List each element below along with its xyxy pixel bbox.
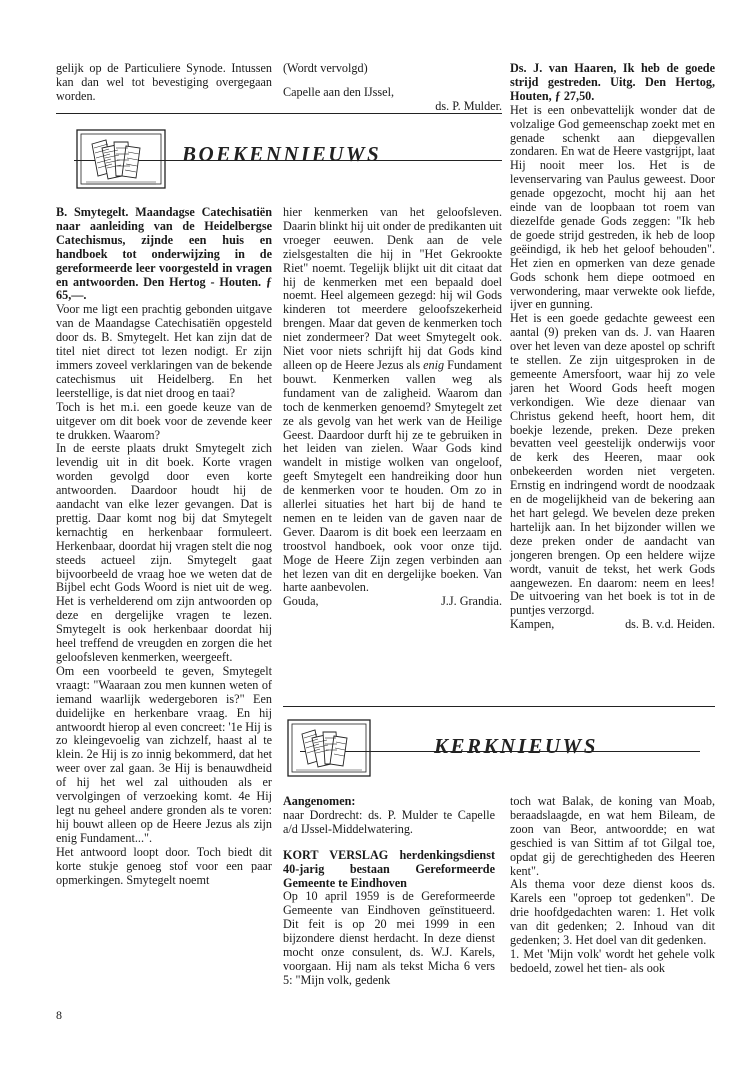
paragraph: Voor me ligt een prachtig gebonden uitgave van de Maandagse Catechisatiën opgesteld door ds. B. Smytegelt. Het kan zijn dat de titel niet direct tot lezen nodigt. Er zijn immers zoveel verklaringen van de bekende catechismus uit Heidelberg. En het leerstellige, is dat niet droog en taai? — [56, 302, 272, 400]
paragraph: Het is een onbevattelijk wonder dat de volzalige God gemeenschap zoekt met en genade schenkt aan diepgevallen zondaren. En wat de Heere vastgrijpt, laat Hij nooit meer los. Het is de levenservaring van Paulus geweest. Door genade opgezocht, mocht hij aan het einde van de loopbaan tot roem van diezelfde genade Gods zeggen: "Ik heb de goede strijd gestreden, ik heb de loop geëindigd, ik heb het geloof behouden". Het zien en opmerken van deze genade Gods schonk hem diepe ootmoed en verwondering, maar verwekte ook liefde, ijver en gunning. — [510, 102, 715, 312]
paragraph: In de eerste plaats drukt Smytegelt zich levendig uit in dit boek. Korte vragen worden gevolgd door even korte antwoorden. Daardoor houdt hij de aandacht van elke lezer gevangen. Dat is prettig. Daar komt nog bij dat Smytegelt kernachtig en herkenbaar formuleert. Herkenbaar, doordat hij vragen stelt die nog steeds actueel zijn. Smytegelt gaat bijvoorbeeld de vraag hoe we weten dat de Bijbel echt Gods Woord is niet uit de weg. Het is verhelderend om zijn antwoorden op deze en dergelijke vragen te lezen. Smytegelt is ook herkenbaar doordat hij heel treffend de vreugden en zorgen die het geloofsleven kenmerken, weergeeft. — [56, 441, 272, 664]
paragraph: hier kenmerken van het geloofsleven. Daarin blinkt hij uit onder de predikanten uit vroeger eeuwen. Denk aan de vele zielsgestalten die hij in "Het Gekrookte Riet" noemt. Tegelijk blijkt uit dit citaat dat hij de kenmerken met een bepaald doel noemt. Heel algemeen gezegd: hij wil Gods kinderen tot meerdere geloofszekerheid brengen. Maar dat geven de kenmerken toch niet zondermeer? Dat weet Smytegelt ook. Niet voor niets schrijft hij dat Gods kind alleen op de Heere Jezus als enig Fundament bouwt. Kenmerken vallen weg als fundament van de zaligheid. Waarom dan toch de kenmerken genoemd? Smytegelt zet ze als gevolg van het werk van de Heilige Geest. Daardoor durft hij ze te gebruiken in het leiden van zielen. Waar Gods kind wandelt in mistige wolken van ongeloof, geeft Smytegelt een handreiking door hun de kenmerken voor te houden. Om zo in allerlei situaties het hart bij de hand te nemen en te leiden van de gaven naar de Gever. Daarom is dit boek een leerzaam en troostvol handboek, ook voor onze tijd. Moge de Heere Zijn zegen verbinden aan het lezen van dit en dergelijke boeken. Van harte aanbevolen. — [283, 205, 502, 595]
paragraph: Het antwoord loopt door. Toch biedt dit korte stukje genoeg stof voor een paar opmerkingen. Smytegelt noemt — [56, 844, 272, 887]
paragraph: Op 10 april 1959 is de Gereformeerde Gemeente van Eindhoven geïnstitueerd. Dit feit is op 20 mei 1999 in een bijzondere dienst herdacht. In deze dienst mocht onze consulent, ds. W.J. Karels, voorgaan. Hij nam als tekst Micha 6 vers 5: "Mijn volk, gedenk — [283, 889, 495, 987]
church-news-col1 — [283, 795, 495, 988]
signoff-signature: ds. P. Mulder. — [435, 98, 502, 113]
continued-note: (Wordt vervolgd) — [283, 61, 368, 75]
review-signature-row — [283, 595, 502, 609]
review-van-haaren — [510, 62, 715, 632]
review-signature: J.J. Grandia. — [441, 594, 502, 609]
review-smytegelt-col1 — [56, 206, 272, 887]
paragraph: Het is een goede gedachte geweest een aantal (9) preken van ds. J. van Haaren over het leven van deze apostel op schrift te stellen. Ze zijn uitgesproken in de gemeente Amersfoort, waar hij zo vele jaren het Woord Gods heeft mogen verkondigen. Wie deze dienaar van Christus gekend heeft, hoort hem, dit boekje lezende, preken. Deze preken bevatten veel geestelijk onderwijs voor de kerk des Heeren, maar ook onbekeerden worden niet vergeten. Ernstig en indringend wordt de noodzaak en de mogelijkheid van de bekering aan het hart gelegd. We bevelen deze preken hartelijk aan. In het bijzonder willen we deze preken onder de aandacht van jongeren brengen. Op een heldere wijze wordt, vanuit de tekst, het werk Gods aangewezen. En daarom: neem en lees! De uitvoering van het boek is tot in de puntjes verzorgd. — [510, 311, 715, 618]
books-icon — [72, 126, 170, 192]
review-place: Kampen, — [510, 617, 555, 632]
section-title-kerknieuws: KERKNIEUWS — [434, 734, 598, 758]
section-title-boekennieuws: BOEKENNIEUWS — [182, 142, 382, 166]
review-signature: ds. B. v.d. Heiden. — [625, 617, 715, 632]
review-place: Gouda, — [283, 594, 319, 609]
accepted-label: Aangenomen: — [283, 794, 356, 808]
review-smytegelt-col2 — [283, 206, 502, 609]
section-divider — [56, 113, 502, 114]
report-heading: KORT VERSLAG herdenkingsdienst 40-jarig bestaan Gereformeerde Gemeente te Eindhoven — [283, 847, 495, 890]
books-icon — [284, 716, 374, 780]
top-continuation-text: gelijk op de Particuliere Synode. Intussen kan dan wel tot bevestiging overgegaan worden. — [56, 61, 272, 103]
signoff-place: Capelle aan den IJssel, — [283, 84, 395, 99]
accepted-text: naar Dordrecht: ds. P. Mulder te Capelle a/d IJssel-Middelwatering. — [283, 807, 495, 836]
paragraph: toch wat Balak, de koning van Moab, beraadslaagde, en wat hem Bileam, de zoon van Beor, antwoordde; en wat geschied is van Sittim af tot Gilgal toe, opdat gij de gerechtigheden des Heeren kent". — [510, 794, 715, 878]
paragraph: 1. Met 'Mijn volk' wordt het gehele volk bedoeld, zowel het tien- als ook — [510, 946, 715, 975]
review-heading: B. Smytegelt. Maandagse Catechisatiën naar aanleiding van de Heidelbergse Catechismus, zijnde een huis en handboek tot onderwijzing in de gereformeerde leer voorgesteld in vragen en antwoorden. Den Hertog - Houten. ƒ 65,—. — [56, 205, 272, 303]
top-signoff — [283, 62, 502, 114]
paragraph: Toch is het m.i. een goede keuze van de uitgever om dit boek voor de zevende keer te drukken. Waarom? — [56, 399, 272, 442]
review-heading: Ds. J. van Haaren, Ik heb de goede strijd gestreden. Uitg. Den Hertog, Houten, ƒ 27,50. — [510, 61, 715, 103]
section-divider — [283, 706, 715, 707]
page-number: 8 — [56, 1008, 62, 1022]
review-signature-row — [510, 618, 715, 632]
paragraph: Als thema voor deze dienst koos ds. Karels een "oproep tot gedenken". De drie hoofdgedachten waren: 1. Het volk van dit gedenken; 2. Inhoud van dit gedenken; 3. Het doel van dit gedenken. — [510, 877, 715, 948]
paragraph: Om een voorbeeld te geven, Smytegelt vraagt: "Waaraan zou men kunnen weten of iemand waarlijk wedergeboren is?" Een duidelijke en herkenbare vraag. En hij antwoordt hierop al even concreet: '1e Hij is zo kleingevoelig van zichzelf, haast al te klein. 2e Hij is zo innig bekommerd, dat het weer over zal gaan. 3e Hij is benauwdheid of hij het wel zal uithouden als er vervolgingen of verzoeking komt. 4e Hij legt nu geheel andere gronden als te voren: hij bouwt alleen op de Heere Jezus als zijn enig Fundament...". — [56, 663, 272, 845]
church-news-col2 — [510, 795, 715, 976]
